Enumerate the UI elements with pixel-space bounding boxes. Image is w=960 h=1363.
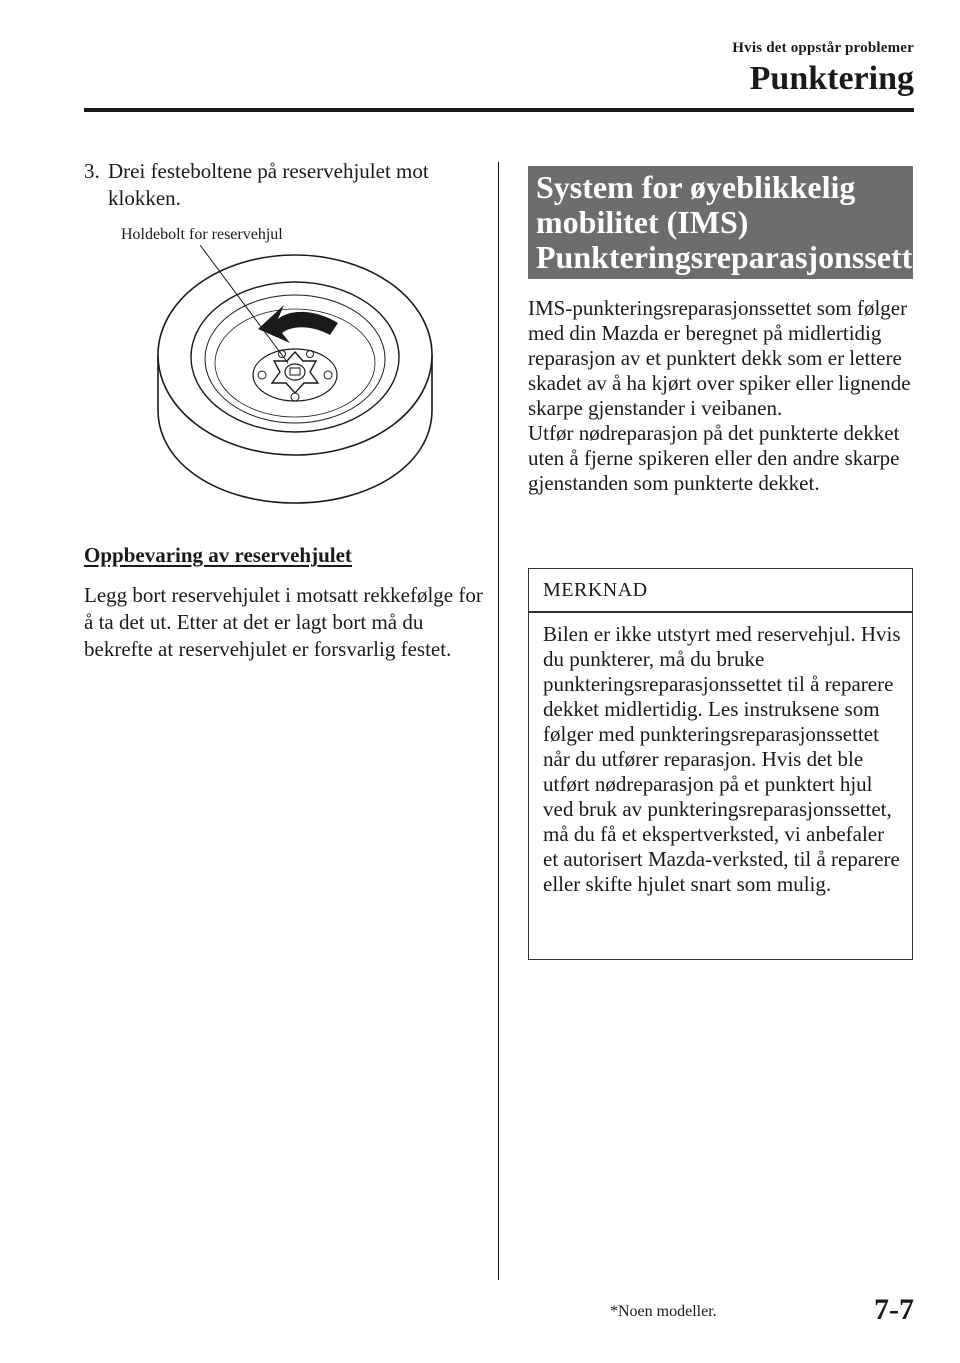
- running-header-subtitle: Hvis det oppstår problemer: [732, 40, 914, 56]
- note-divider: [529, 611, 912, 613]
- spare-tire-illustration: [150, 245, 440, 510]
- note-box: [528, 568, 913, 960]
- ims-section-banner: [528, 166, 929, 279]
- section-paragraph-storage: Legg bort reservehjulet i motsatt rekkefølge for å ta det ut. Etter at det er lagt bort må du bekrefte at reservehjulet er forsvarlig festet.: [84, 583, 483, 661]
- figure-callout-label: Holdebolt for reservehjul: [121, 226, 283, 243]
- header-rule: [84, 108, 914, 112]
- note-title: MERKNAD: [543, 579, 648, 601]
- column-divider: [498, 162, 499, 1280]
- footnote: *Noen modeller.: [610, 1303, 717, 1320]
- step-number: 3.: [84, 159, 100, 183]
- ims-body: [528, 296, 918, 496]
- step-text: Drei festeboltene på reservehjulet mot klokken.: [108, 159, 429, 210]
- section-heading-storage: Oppbevaring av reservehjulet: [84, 543, 352, 567]
- ims-paragraph-1: IMS-punkteringsreparasjonssettet som følger med din Mazda er beregnet på midlertidig reparasjon av et punktert dekk som er lettere skadet av å ha kjørt over spiker eller lignende skarpe gjenstander i veibanen.: [528, 296, 911, 420]
- page-number: 7-7: [874, 1293, 914, 1326]
- ims-paragraph-2: Utfør nødreparasjon på det punkterte dekket uten å fjerne spikeren eller den andre skarpe gjenstanden som punkterte dekket.: [528, 421, 900, 495]
- note-text: Bilen er ikke utstyrt med reservehjul. Hvis du punkterer, må du bruke punkteringsreparasjonssettet til å reparere dekket midlertidig. Les instruksene som følger med punkteringsreparasjonssettet når du utfører reparasjon. Hvis det ble utført nødreparasjon på et punktert hjul ved bruk av punkteringsreparasjonssettet, må du få et ekspertverksted, vi anbefaler et autorisert Mazda-verksted, til å reparere eller skifte hjulet snart som mulig.: [543, 622, 901, 896]
- step-3: [84, 158, 484, 212]
- ims-banner-title: System for øyeblikkelig mobilitet (IMS) Punkteringsreparasjonssett*: [536, 169, 929, 275]
- running-header-title: Punktering: [749, 60, 914, 97]
